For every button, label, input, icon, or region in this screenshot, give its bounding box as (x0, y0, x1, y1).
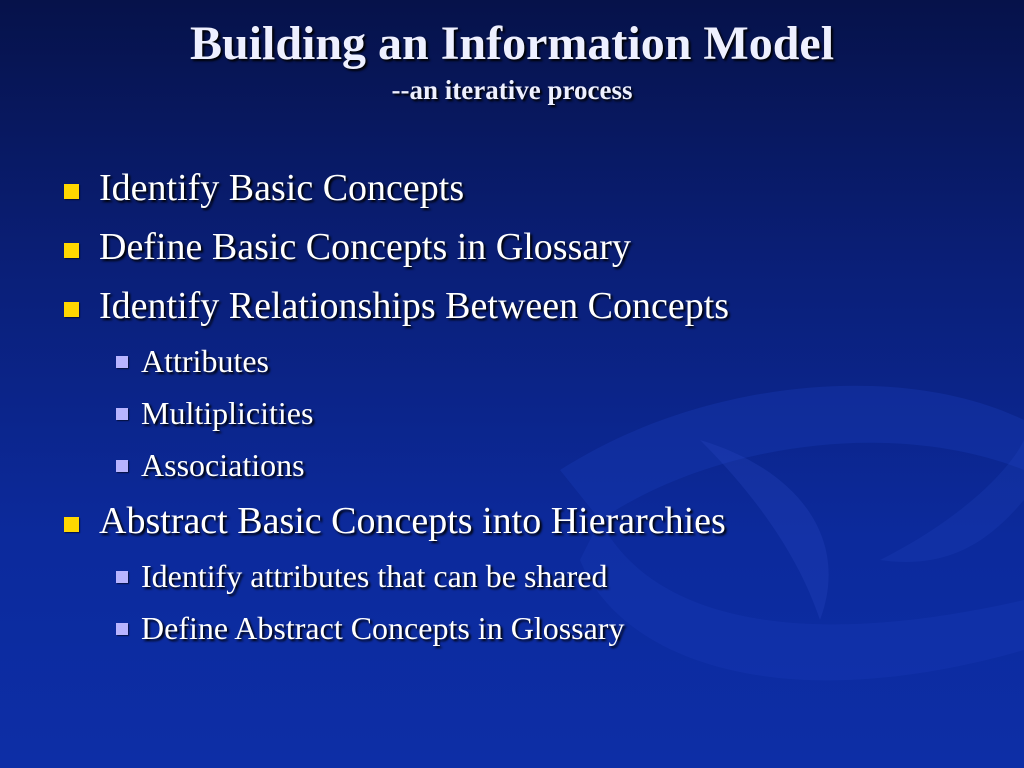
square-bullet-icon (64, 184, 79, 199)
sub-bullet-text: Multiplicities (141, 395, 314, 431)
square-bullet-icon (116, 623, 128, 635)
bullet-list (64, 164, 1004, 660)
square-bullet-icon (64, 517, 79, 532)
sub-bullet-item (116, 393, 1004, 433)
square-bullet-icon (116, 356, 128, 368)
bullet-text: Identify Relationships Between Concepts (99, 285, 730, 327)
bullet-item (64, 282, 1004, 330)
square-bullet-icon (64, 243, 79, 258)
slide-subtitle: --an iterative process (391, 75, 633, 105)
square-bullet-icon (116, 408, 128, 420)
sub-bullet-text: Define Abstract Concepts in Glossary (141, 610, 625, 646)
square-bullet-icon (116, 460, 128, 472)
bullet-item (64, 164, 1004, 212)
square-bullet-icon (64, 302, 79, 317)
title-block (0, 14, 1024, 106)
sub-bullet-text: Associations (141, 447, 305, 483)
bullet-item (64, 223, 1004, 271)
slide-title: Building an Information Model (189, 17, 835, 70)
sub-bullet-text: Identify attributes that can be shared (141, 558, 608, 594)
sub-bullet-item (116, 556, 1004, 596)
sub-bullet-item (116, 445, 1004, 485)
bullet-item (64, 497, 1004, 545)
bullet-text: Identify Basic Concepts (99, 167, 465, 209)
bullet-text: Define Basic Concepts in Glossary (99, 226, 631, 268)
square-bullet-icon (116, 571, 128, 583)
sub-bullet-item (116, 341, 1004, 381)
sub-bullet-item (116, 608, 1004, 648)
bullet-text: Abstract Basic Concepts into Hierarchies (99, 500, 726, 542)
sub-bullet-text: Attributes (141, 343, 269, 379)
